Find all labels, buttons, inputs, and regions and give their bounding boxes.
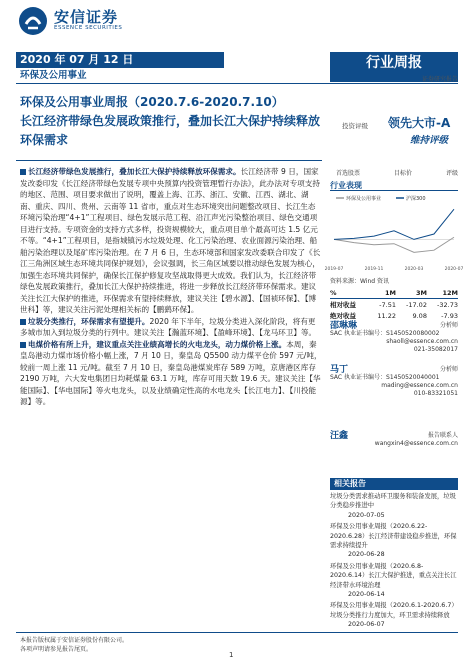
header-divider	[16, 83, 458, 84]
essence-logo-icon	[18, 6, 48, 36]
paragraph-2	[20, 316, 322, 339]
chart-source: 资料来源：Wind 资讯	[330, 278, 389, 285]
square-bullet-icon	[20, 342, 26, 348]
related-report-date: 2020-06-14	[348, 591, 385, 599]
first-rated-target: 目标价	[393, 170, 412, 177]
analyst-email[interactable]: mading@essence.com.cn	[381, 382, 458, 389]
perf-head-cell: 3M	[396, 288, 427, 299]
related-report-title[interactable]: 环保及公用事业周报（2020.6.1-2020.6.7）垃圾分类推行力度加大，环卫需求持续释放	[330, 602, 458, 619]
paragraph-1-lead: 长江经济带绿色发展推行，叠加长江大保护持续释放环保需求。	[28, 167, 241, 176]
analyst-name: 马丁	[330, 365, 349, 375]
perf-head-cell: 1M	[368, 288, 396, 299]
related-reports-header: 相关报告	[330, 478, 458, 490]
footer-divider	[16, 632, 458, 633]
analyst-phone: 021-35082017	[413, 346, 458, 353]
x-tick-label: 2020-03	[404, 267, 424, 272]
report-title: 环保及公用事业周报（2020.7.6-2020.7.10）	[20, 95, 284, 109]
paragraph-3-text: 本周，秦皇岛港动力煤市场价格小幅上涨，7 月 10 日，秦皇岛 Q5500 动力煤平仓价 597 元/吨，较前一周上涨 11 元/吨。截至 7 月 10 日，秦皇岛港煤炭库存 589 万吨，京唐港区库存 2190 万吨，六大发电集团日均耗煤量 63.1 万吨，库存可用天数 19.6 天。建议关注【华能国际】、【华电国际】等火电龙头，以及业绩确定性高的水电龙头【长江电力】、【川投能源】等。	[20, 339, 322, 406]
performance-table-header	[330, 288, 458, 299]
legend-label: 沪深300	[406, 196, 426, 202]
rating-label: 投资评级	[342, 122, 368, 130]
list-item[interactable]	[330, 522, 458, 560]
related-report-title[interactable]: 环保及公用事业周报（2020.6.8-2020.6.14）长江大保护推进，重点关注长江经济带水环境治理	[330, 562, 457, 589]
paragraph-1	[20, 166, 322, 316]
series-line-1	[334, 209, 454, 239]
footer-line-1: 本报告版权属于安信证券股份有限公司。	[20, 637, 129, 644]
performance-chart	[324, 193, 464, 273]
analyst-role: 报告联系人	[427, 432, 458, 439]
paragraph-3-lead: 电煤价格有所上升，建议重点关注业绩高增长的火电龙头，动力煤价格上涨。	[28, 339, 287, 349]
analyst-card	[330, 322, 458, 354]
perf-cell: 9.08	[412, 311, 427, 320]
square-bullet-icon	[20, 169, 26, 175]
related-report-date: 2020-07-05	[348, 511, 385, 519]
footer-disclaimer	[20, 636, 128, 654]
report-type: 行业周报	[330, 52, 458, 82]
perf-cell: -17.02	[406, 300, 427, 309]
performance-table	[330, 288, 458, 321]
analyst-cert: SAC 执业证书编号：S1450520040001	[330, 374, 440, 381]
brand-name-en: ESSENCE SECURITIES	[54, 24, 123, 31]
analyst-name: 邵琳琳	[330, 321, 358, 331]
analyst-phone: 010-83321051	[413, 390, 458, 397]
first-rated-stock: 首选股票	[336, 170, 361, 177]
related-report-date: 2020-06-07	[348, 621, 385, 629]
paragraph-3	[20, 339, 322, 408]
industry-label: 环保及公用事业	[16, 68, 224, 83]
rating-value: 领先大市-A	[388, 116, 451, 130]
analyst-card	[330, 366, 458, 398]
analyst-cert: SAC 执业证书编号：S1450520080002	[330, 330, 440, 337]
perf-cell: -32.73	[437, 300, 458, 309]
perf-cell: -7.51	[379, 300, 396, 309]
rating-maintain: 维持评级	[410, 135, 449, 146]
perf-head-cell: %	[330, 288, 368, 299]
paragraph-2-text: 2020 年下半年，垃圾分类进入深化阶段，将有更多城市加入到垃圾分类的行列中。建议关注【瀚蓝环境】、【盈峰环境】、【龙马环卫】等。	[20, 316, 317, 337]
perf-row-label: 相对收益	[330, 301, 356, 309]
perf-cell: 11.22	[377, 311, 396, 320]
analyst-email[interactable]: wangxin4@essence.com.cn	[374, 440, 458, 447]
report-subtitle: 长江经济带绿色发展政策推行，叠加长江大保护持续释放环保需求	[20, 114, 321, 147]
x-tick-label: 2020-07	[444, 267, 464, 272]
report-type-sub: 证券研究报告	[421, 76, 458, 83]
page-number: 1	[229, 651, 234, 659]
list-item[interactable]	[330, 562, 458, 600]
perf-row-label: 绝对收益	[330, 312, 356, 320]
analyst-name: 汪鑫	[330, 431, 349, 441]
analyst-email[interactable]: shaoll@essence.com.cn	[386, 338, 458, 345]
footer-line-2: 各项声明请参见报告尾页。	[20, 646, 93, 653]
perf-cell: -7.93	[441, 311, 458, 320]
analyst-role: 分析师	[439, 322, 458, 329]
brand-name-cn: 安信证券	[54, 8, 119, 27]
brand-logo	[18, 6, 122, 36]
related-report-title[interactable]: 垃圾分类需求推动环卫服务和装备发展，垃圾分类稳步推进中	[330, 493, 456, 510]
report-date: 2020 年 07 月 12 日	[16, 52, 224, 68]
related-report-date: 2020-06-28	[348, 551, 385, 559]
paragraph-1-text: 长江经济带 9 日，国家发改委印发《长江经济带绿色发展专项中央预算内投资管理暂行办法》，此办法对专项支持的地区、范围、项目要求做出了说明，覆盖上海、江苏、浙江、安徽、江西、湖北、湖南、重庆、四川、贵州、云南等 11 省市，重点对生态环境突出问题整改项目、长江生态环境污染治理“4+1”工程项目、绿色发展示范工程、沿江声光污染整治项目、绿色交通项目进行支持。专项资金的支持方式多样，投资规模较大，重点项目单个最高可达 1.5 亿元不等。“4+1”工程项目，是指城镇污水垃圾处理、化工污染治理、农业面源污染治理、船舶污染治理以及尾矿库污染治理。在 7 月 6 日，生态环境部和国家发改委联合印发了《长江三角洲区域生态环境共同保护规划》，会议强调，长三角区域要以推动绿色发展为核心，加强生态环境共同保护，确保长江保护修复攻坚战取得更大成效。我们认为，长江经济带绿色发展政策推行，叠加长江大保护持续推进，将进一步释放长江经济带环保需求。建议关注长江大保护的推进，环保需求有望持续释放，建议关注【碧水源】、【国祯环保】、【博世科】等，建议关注污泥处理相关标的【鹏鹞环保】。	[20, 167, 321, 314]
list-item[interactable]	[330, 601, 458, 629]
table-row	[330, 310, 458, 321]
x-tick-label: 2019-07	[324, 267, 344, 272]
perf-head-cell: 12M	[427, 288, 458, 299]
x-tick-label: 2019-11	[364, 267, 384, 272]
first-rated-header	[336, 168, 458, 177]
report-body	[20, 166, 322, 408]
performance-divider	[330, 190, 458, 191]
list-item[interactable]	[330, 492, 458, 520]
analyst-role: 分析师	[439, 366, 458, 373]
paragraph-2-lead: 垃圾分类推行，环保需求有望提升。	[28, 316, 150, 326]
square-bullet-icon	[20, 319, 26, 325]
related-reports-list	[330, 492, 458, 632]
table-row	[330, 299, 458, 311]
body-divider	[16, 160, 322, 161]
legend-label: 环保及公用事业	[346, 196, 382, 202]
performance-title: 行业表现	[330, 181, 362, 190]
first-rated-rating: 评级	[445, 170, 458, 177]
related-report-title[interactable]: 环保及公用事业周报（2020.6.22-2020.6.28）长江经济带建设稳步推进，环保需求持续提升	[330, 523, 457, 550]
analyst-card	[330, 432, 458, 448]
